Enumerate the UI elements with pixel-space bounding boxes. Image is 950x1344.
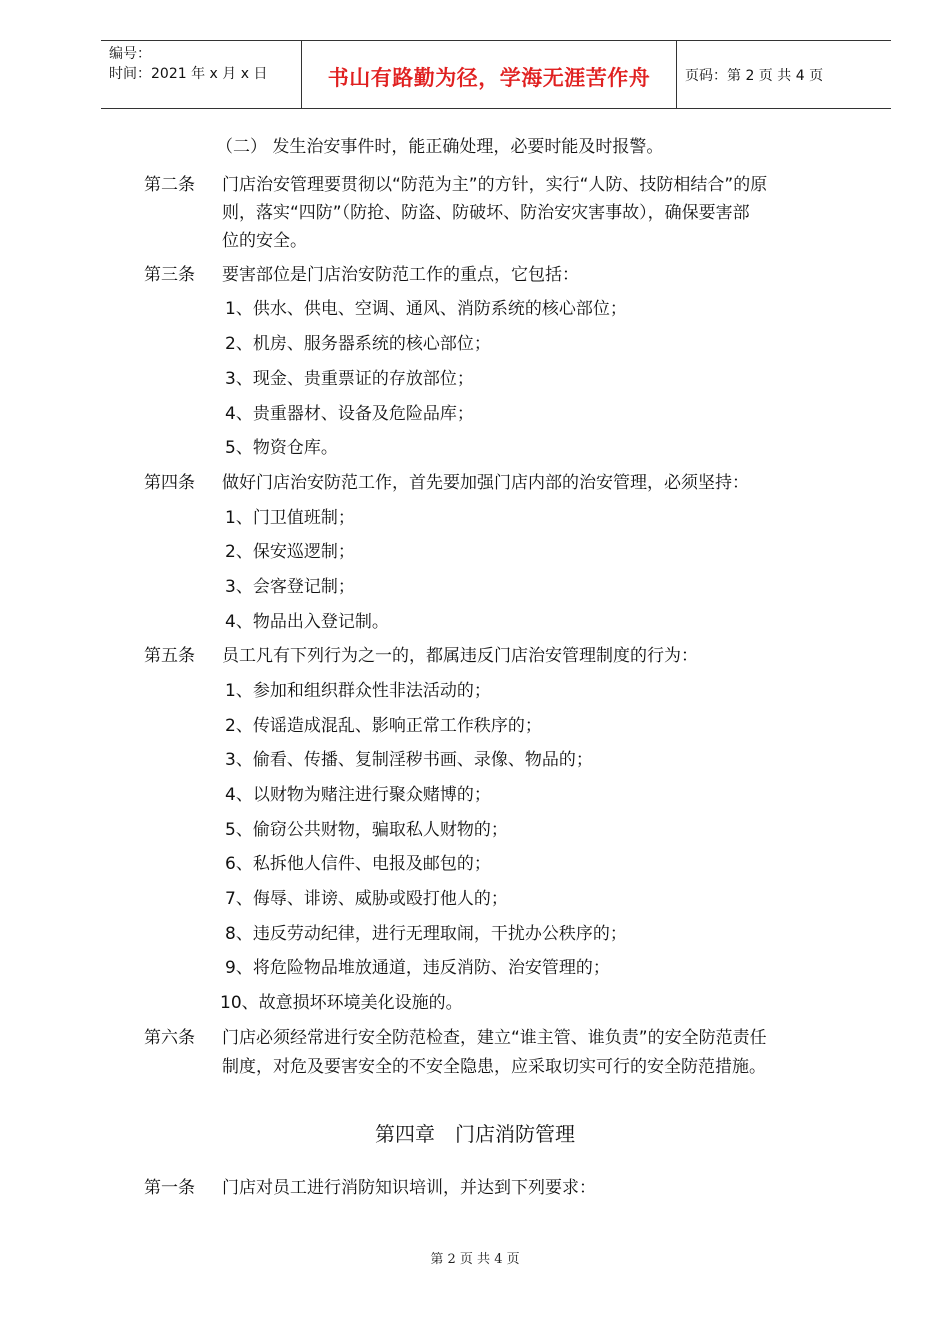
list-item: 6、私拆他人信件、电报及邮包的； xyxy=(225,854,491,874)
clause-note: （二） 发生治安事件时，能正确处理，必要时能及时报警。 xyxy=(216,137,664,157)
list-item: 2、传谣造成混乱、影响正常工作秩序的； xyxy=(225,716,542,736)
article-text: 做好门店治安防范工作，首先要加强门店内部的治安管理，必须坚持： xyxy=(222,473,749,493)
article-text: 门店治安管理要贯彻以“防范为主”的方针，实行“人防、技防相结合”的原 xyxy=(222,175,768,195)
article-text: 门店必须经常进行安全防范检查，建立“谁主管、谁负责”的安全防范责任 xyxy=(222,1028,767,1048)
list-item: 1、参加和组织群众性非法活动的； xyxy=(225,681,491,701)
article-label: 第五条 xyxy=(144,646,195,666)
article-label: 第一条 xyxy=(144,1178,195,1198)
list-item: 4、以财物为赌注进行聚众赌博的； xyxy=(225,785,491,805)
list-item: 8、违反劳动纪律，进行无理取闹，干扰办公秩序的； xyxy=(225,924,627,944)
header-meta xyxy=(109,44,267,84)
article-text: 员工凡有下列行为之一的，都属违反门店治安管理制度的行为： xyxy=(222,646,698,666)
article-text: 则，落实“四防”（防抢、防盗、防破坏、防治安灾害事故），确保要害部 xyxy=(222,203,750,223)
list-item: 1、门卫值班制； xyxy=(225,508,355,528)
document-number-label: 编号： xyxy=(109,46,151,62)
list-item: 2、机房、服务器系统的核心部位； xyxy=(225,334,491,354)
document-date: 时间：2021 年 x 月 x 日 xyxy=(109,66,268,82)
list-item: 2、保安巡逻制； xyxy=(225,542,355,562)
chapter-heading: 第四章 门店消防管理 xyxy=(375,1122,575,1146)
list-item: 3、会客登记制； xyxy=(225,577,355,597)
list-item: 4、贵重器材、设备及危险品库； xyxy=(225,404,474,424)
article-text: 要害部位是门店治安防范工作的重点，它包括： xyxy=(222,265,579,285)
article-text: 门店对员工进行消防知识培训，并达到下列要求： xyxy=(222,1178,596,1198)
article-text: 制度，对危及要害安全的不安全隐患，应采取切实可行的安全防范措施。 xyxy=(222,1057,766,1077)
page-footer: 第 2 页 共 4 页 xyxy=(430,1252,520,1267)
list-item: 3、偷看、传播、复制淫秽书画、录像、物品的； xyxy=(225,750,593,770)
list-item: 7、侮辱、诽谤、威胁或殴打他人的； xyxy=(225,889,508,909)
article-label: 第四条 xyxy=(144,473,195,493)
list-item: 4、物品出入登记制。 xyxy=(225,612,389,632)
page-header xyxy=(101,40,891,109)
list-item: 1、供水、供电、空调、通风、消防系统的核心部位； xyxy=(225,299,627,319)
header-divider xyxy=(676,41,677,108)
article-label: 第六条 xyxy=(144,1028,195,1048)
article-label: 第三条 xyxy=(144,265,195,285)
list-item: 5、偷窃公共财物，骗取私人财物的； xyxy=(225,820,508,840)
header-page-info: 页码：第 2 页 共 4 页 xyxy=(685,68,824,84)
header-motto: 书山有路勤为径，学海无涯苦作舟 xyxy=(327,65,651,90)
list-item: 10、故意损坏环境美化设施的。 xyxy=(220,993,463,1013)
article-text: 位的安全。 xyxy=(222,231,307,251)
list-item: 9、将危险物品堆放通道，违反消防、治安管理的； xyxy=(225,958,610,978)
list-item: 3、现金、贵重票证的存放部位； xyxy=(225,369,474,389)
article-label: 第二条 xyxy=(144,175,195,195)
list-item: 5、物资仓库。 xyxy=(225,438,338,458)
